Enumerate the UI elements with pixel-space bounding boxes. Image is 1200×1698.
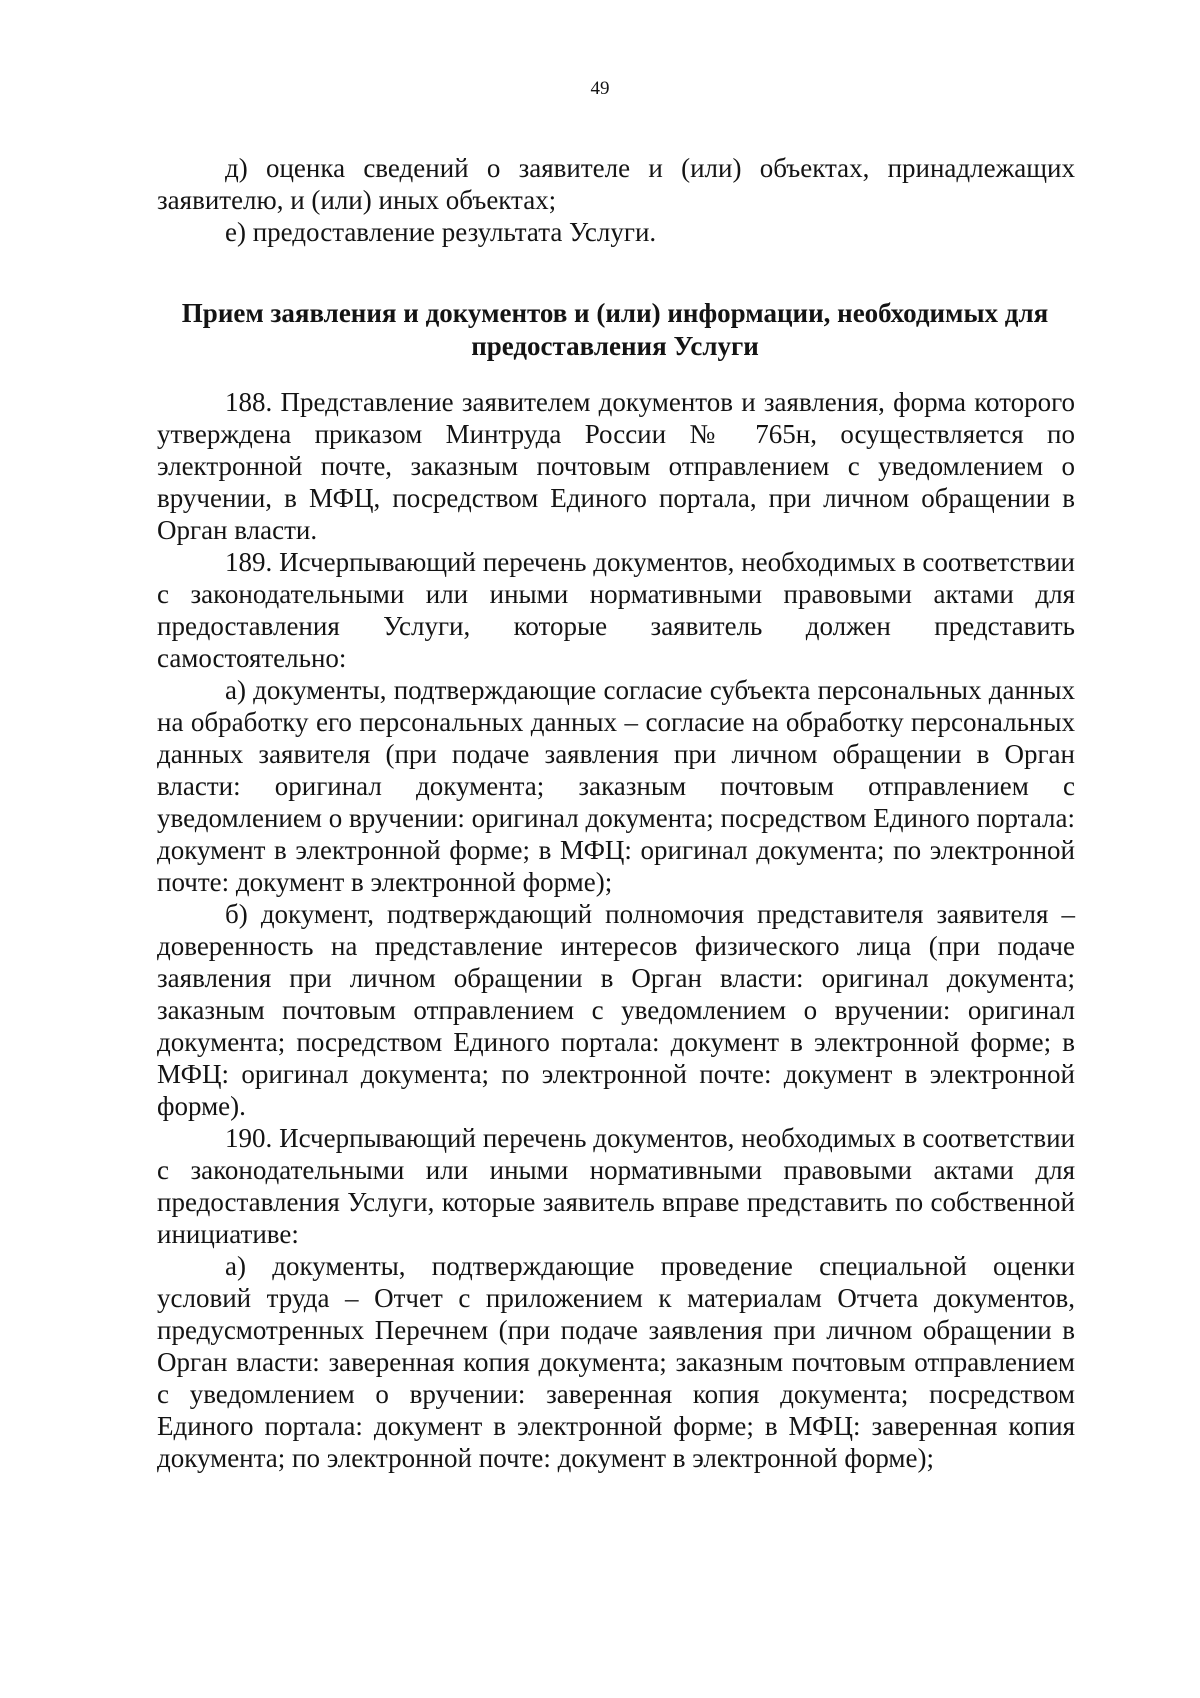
paragraph-190-item-a: а) документы, подтверждающие проведение специальной оценки условий труда – Отчет с приложением к материалам Отчета документов, предусмотренных Перечнем (при подаче заявления при личном обращении в Орган власти: заверенная копия документа; заказным почтовым отправлением с уведомлением о вручении: заверенная копия документа; посредством Единого портала: документ в электронной форме; в МФЦ: заверенная копия документа; по электронной почте: документ в электронной форме); bbox=[157, 1251, 1075, 1473]
paragraph-189-item-b: б) документ, подтверждающий полномочия представителя заявителя – доверенность на представление интересов физического лица (при подаче заявления при личном обращении в Орган власти: оригинал документа; заказным почтовым отправлением с уведомлением о вручении: оригинал документа; посредством Единого портала: документ в электронной форме; в МФЦ: оригинал документа; по электронной почте: документ в электронной форме). bbox=[157, 899, 1075, 1121]
section-heading: Прием заявления и документов и (или) информации, необходимых для предоставления Услуги bbox=[181, 298, 1049, 361]
paragraph-188: 188. Представление заявителем документов и заявления, форма которого утверждена приказом Минтруда России № 765н, осуществляется по электронной почте, заказным почтовым отправлением с уведомлением о вручении, в МФЦ, посредством Единого портала, при личном обращении в Орган власти. bbox=[157, 387, 1075, 545]
paragraph-189: 189. Исчерпывающий перечень документов, необходимых в соответствии с законодательными или иными нормативными правовыми актами для предоставления Услуги, которые заявитель должен представить самостоятельно: bbox=[157, 547, 1075, 673]
paragraph-190: 190. Исчерпывающий перечень документов, необходимых в соответствии с законодательными или иными нормативными правовыми актами для предоставления Услуги, которые заявитель вправе представить по собственной инициативе: bbox=[157, 1123, 1075, 1249]
paragraph-189-item-a: а) документы, подтверждающие согласие субъекта персональных данных на обработку его персональных данных – согласие на обработку персональных данных заявителя (при подаче заявления при личном обращении в Орган власти: оригинал документа; заказным почтовым отправлением с уведомлением о вручении: оригинал документа; посредством Единого портала: документ в электронной форме; в МФЦ: оригинал документа; по электронной почте: документ в электронной форме); bbox=[157, 675, 1075, 897]
page-number: 49 bbox=[590, 78, 610, 99]
list-item-d: д) оценка сведений о заявителе и (или) объектах, принадлежащих заявителю, и (или) иных объектах; bbox=[157, 153, 1075, 215]
intro-list bbox=[157, 152, 1075, 248]
list-item-e: е) предоставление результата Услуги. bbox=[225, 217, 657, 247]
document-body bbox=[157, 386, 1075, 1474]
